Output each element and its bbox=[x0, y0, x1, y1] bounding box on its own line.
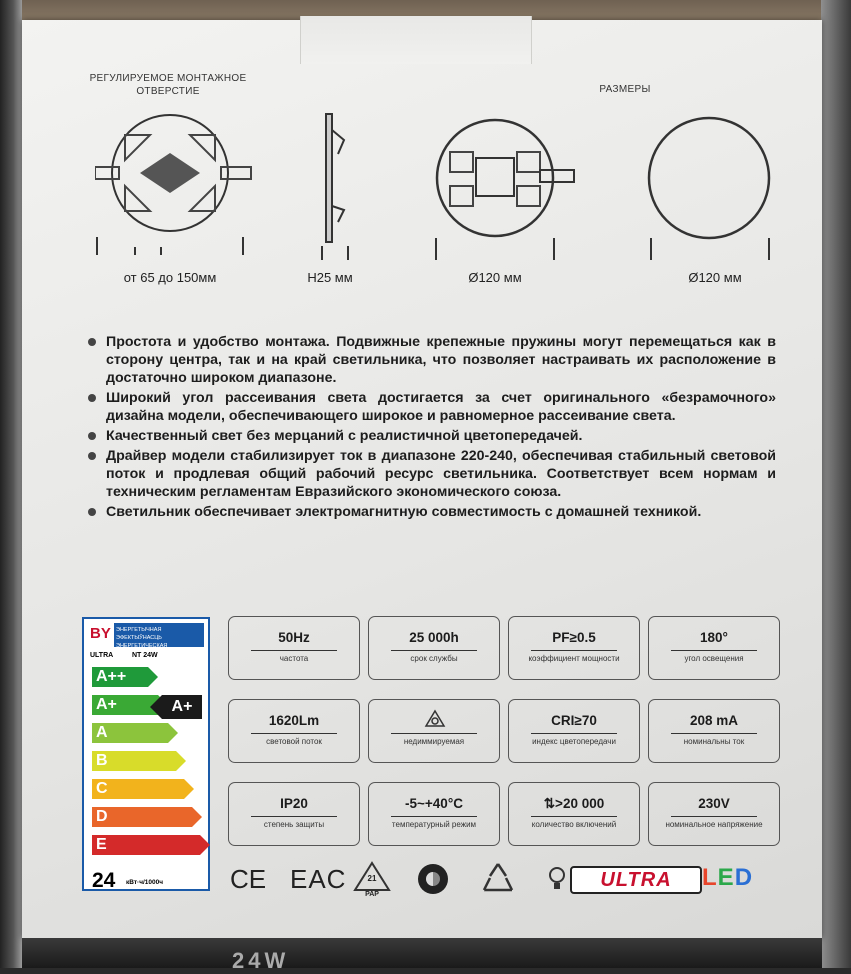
energy-label bbox=[82, 617, 210, 891]
spec-divider bbox=[671, 816, 757, 817]
caption-adjustable-hole: РЕГУЛИРУЕМОЕ МОНТАЖНОЕ ОТВЕРСТИЕ bbox=[89, 73, 247, 97]
spec-value: 50Hz bbox=[278, 630, 310, 645]
caption-dimensions: РАЗМЕРЫ bbox=[599, 84, 651, 95]
pap-number: 21 bbox=[367, 874, 377, 883]
ultra-logo: ULTRA bbox=[570, 866, 702, 894]
spec-box bbox=[228, 616, 360, 680]
spec-label: температурный режим bbox=[391, 820, 477, 829]
spec-box bbox=[228, 782, 360, 846]
spec-box bbox=[508, 616, 640, 680]
spec-value: 25 000h bbox=[409, 630, 459, 645]
background-right bbox=[821, 0, 851, 968]
energy-class-bar: A++ bbox=[92, 667, 148, 687]
spec-value: -5~+40°C bbox=[405, 796, 463, 811]
spec-divider bbox=[531, 816, 617, 817]
spec-label: степень защиты bbox=[263, 820, 325, 829]
energy-model: NT 24W bbox=[132, 652, 158, 659]
feature-item: Простота и удобство монтажа. Подвижные крепежные пружины могут перемещаться как в сторону центра, так и на край светильника, что позволяет настраивать их расположение в достаточно широком диапазоне. bbox=[86, 333, 776, 387]
spec-divider bbox=[531, 650, 617, 651]
spec-label: угол освещения bbox=[684, 654, 744, 663]
spec-box bbox=[508, 699, 640, 763]
feature-list bbox=[86, 333, 776, 523]
eac-mark: EAC bbox=[290, 864, 347, 894]
bottom-flap bbox=[22, 938, 822, 973]
energy-class-bar: E bbox=[92, 835, 200, 855]
led-logo: LED bbox=[702, 864, 754, 891]
spec-label: номинальное напряжение bbox=[665, 820, 763, 829]
bulb-icon bbox=[546, 864, 568, 892]
spec-divider bbox=[251, 733, 337, 734]
spec-divider bbox=[671, 733, 757, 734]
spec-value: 230V bbox=[698, 796, 730, 811]
spec-divider bbox=[671, 650, 757, 651]
spec-label: коэффициент мощности bbox=[528, 654, 620, 663]
spec-divider bbox=[391, 733, 477, 734]
energy-class-bar: D bbox=[92, 807, 192, 827]
side-profile-drawing bbox=[318, 110, 358, 260]
front-view-drawing bbox=[428, 112, 578, 262]
energy-class-bar: C bbox=[92, 779, 184, 799]
spec-box bbox=[648, 699, 780, 763]
energy-country: BY bbox=[90, 625, 111, 642]
feature-item: Качественный свет без мерцаний с реалистичной цветопередачей. bbox=[86, 427, 776, 445]
feature-item: Светильник обеспечивает электромагнитную совместимость с домашней техникой. bbox=[86, 503, 776, 521]
box-flap-tape bbox=[300, 16, 532, 64]
spec-box bbox=[368, 699, 500, 763]
spec-box bbox=[368, 616, 500, 680]
spec-box bbox=[508, 782, 640, 846]
spec-divider bbox=[391, 816, 477, 817]
dimension-diameter-front: Ø120 мм bbox=[468, 270, 522, 285]
spec-label: номинальны ток bbox=[683, 737, 745, 746]
energy-unit: кВт·ч/1000ч bbox=[126, 879, 164, 886]
spec-box bbox=[368, 782, 500, 846]
spec-value: PF≥0.5 bbox=[552, 630, 596, 645]
dimension-hole-range: от 65 до 150мм bbox=[123, 270, 217, 285]
spec-label: индекс цветопередачи bbox=[532, 737, 616, 746]
energy-class-bar: B bbox=[92, 751, 176, 771]
pap-text: PAP bbox=[365, 891, 379, 898]
spec-box bbox=[648, 616, 780, 680]
energy-consumption: 24 bbox=[92, 869, 116, 892]
energy-class-bar: A bbox=[92, 723, 168, 743]
bottom-wattage: 24W bbox=[232, 948, 290, 973]
recycle-icon bbox=[478, 860, 518, 898]
spec-label: частота bbox=[279, 654, 309, 663]
spec-value: 1620Lm bbox=[268, 713, 320, 728]
feature-item: Широкий угол рассеивания света достигается за счет оригинального «безрамочного» дизайна модели, обеспечивающего широкое и равномерное рассеивание света. bbox=[86, 389, 776, 425]
energy-class-bar: A+ bbox=[92, 695, 158, 715]
background-left bbox=[0, 0, 22, 968]
spec-label: срок службы bbox=[410, 654, 458, 663]
spec-value: IP20 bbox=[280, 796, 308, 811]
spec-label: недиммируемая bbox=[403, 737, 465, 746]
spec-label: световой поток bbox=[266, 737, 322, 746]
energy-brand: ULTRA bbox=[90, 652, 114, 659]
energy-header: ЭНЕРГЕТЫЧНАЯ ЭФЕКТЫЎНАСЦЬ ЭНЕРГЕТИЧЕСКАЯ bbox=[114, 623, 204, 647]
dimension-height: H25 мм bbox=[307, 270, 353, 285]
spec-divider bbox=[391, 650, 477, 651]
spec-label: количество включений bbox=[531, 820, 617, 829]
spec-divider bbox=[531, 733, 617, 734]
spec-box bbox=[648, 782, 780, 846]
spec-box bbox=[228, 699, 360, 763]
spec-value: 180° bbox=[700, 630, 728, 645]
spec-divider bbox=[251, 816, 337, 817]
feature-item: Драйвер модели стабилизирует ток в диапазоне 220-240, обеспечивая стабильный световой поток и продлевая общий рабочий ресурс светильника. Соответствует всем нормам и техническим регламентам Евразийского экономического союза. bbox=[86, 447, 776, 501]
outline-drawing bbox=[645, 112, 785, 262]
energy-rating-arrow: A+ bbox=[162, 695, 202, 719]
non-dimmable-icon bbox=[424, 709, 446, 729]
mounting-drawing bbox=[95, 105, 255, 260]
spec-value: 208 mA bbox=[689, 713, 739, 728]
dimension-diameter-outline: Ø120 мм bbox=[688, 270, 742, 285]
ce-mark: CE bbox=[230, 864, 267, 894]
spec-divider bbox=[251, 650, 337, 651]
green-dot-icon bbox=[416, 862, 450, 896]
spec-value: ⇅>20 000 bbox=[543, 796, 605, 811]
spec-value: CRI≥70 bbox=[551, 713, 597, 728]
